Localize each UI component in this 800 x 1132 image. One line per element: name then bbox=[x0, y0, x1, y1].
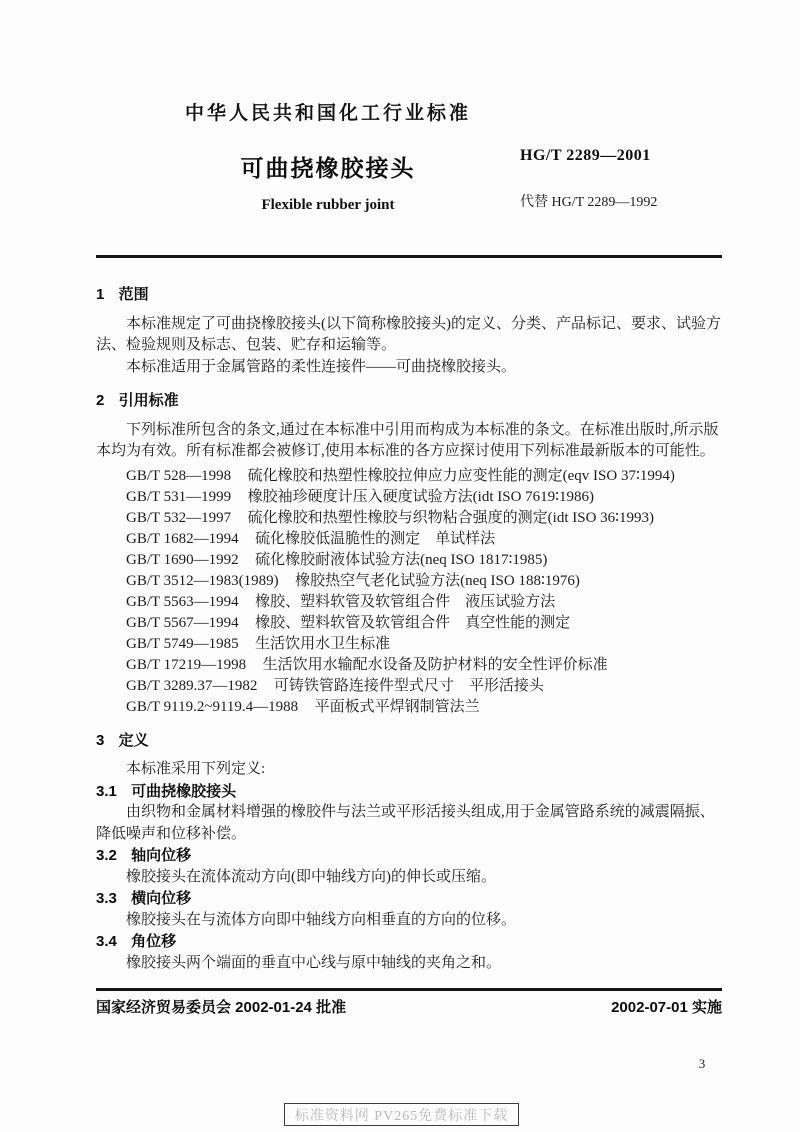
references-intro-paragraph: 下列标准所包含的条文,通过在本标准中引用而构成为本标准的条文。在标准出版时,所示版本均为有效。所有标准都会被修订,使用本标准的各方应探讨使用下列标准最新版本的可能性。 bbox=[96, 421, 719, 459]
section-number: 2 bbox=[96, 392, 105, 409]
subsection-number: 3.1 bbox=[96, 782, 117, 800]
reference-code: GB/T 528—1998 bbox=[126, 467, 232, 484]
section-title: 范围 bbox=[118, 286, 149, 303]
watermark: 标准资料网 PV265免费标准下载 bbox=[284, 1103, 519, 1126]
reference-code: GB/T 5567—1994 bbox=[126, 614, 239, 631]
subsection-title: 可曲挠橡胶接头 bbox=[131, 782, 237, 800]
reference-item bbox=[96, 571, 727, 592]
standard-category-title: 中华人民共和国化工行业标准 bbox=[184, 103, 471, 124]
reference-code: GB/T 3512—1983(1989) bbox=[126, 572, 279, 589]
reference-code: GB/T 5749—1985 bbox=[126, 635, 239, 652]
document-title: 可曲挠橡胶接头 bbox=[240, 155, 416, 181]
header-rule bbox=[96, 255, 722, 258]
reference-title: 橡胶、塑料软管及软管组合件 真空性能的测定 bbox=[255, 614, 571, 631]
reference-code: GB/T 1690—1992 bbox=[126, 551, 239, 568]
reference-title: 生活饮用水输配水设备及防护材料的安全性评价标准 bbox=[262, 656, 608, 673]
reference-title: 硫化橡胶低温脆性的测定 单试样法 bbox=[255, 530, 496, 547]
reference-item bbox=[96, 529, 727, 550]
reference-item bbox=[96, 550, 727, 571]
definition-text: 橡胶接头两个端面的垂直中心线与原中轴线的夹角之和。 bbox=[126, 954, 502, 971]
reference-title: 橡胶热空气老化试验方法(neq ISO 188∶1976) bbox=[295, 572, 580, 589]
subsection-number: 3.3 bbox=[96, 890, 117, 907]
subsection-number: 3.4 bbox=[96, 933, 117, 950]
reference-code: GB/T 5563—1994 bbox=[126, 593, 239, 610]
subsection-title: 横向位移 bbox=[131, 890, 192, 907]
reference-title: 橡胶袖珍硬度计压入硬度试验方法(idt ISO 7619∶1986) bbox=[247, 488, 595, 505]
reference-item bbox=[96, 487, 727, 508]
footer-rule bbox=[96, 988, 722, 991]
reference-title: 硫化橡胶和热塑性橡胶与织物粘合强度的测定(idt ISO 36∶1993) bbox=[247, 509, 655, 526]
section-3-heading bbox=[96, 730, 727, 752]
definitions-intro-paragraph: 本标准采用下列定义: bbox=[126, 761, 266, 777]
definition-text: 橡胶接头在流体流动方向(即中轴线方向)的伸长或压缩。 bbox=[126, 868, 496, 885]
section-2-heading bbox=[96, 390, 727, 412]
subsection-3-4-heading bbox=[96, 931, 727, 953]
reference-code: GB/T 17219—1998 bbox=[126, 656, 247, 673]
implementation-info: 2002-07-01 实施 bbox=[611, 999, 722, 1016]
subsection-3-2-heading bbox=[96, 845, 727, 867]
reference-title: 硫化橡胶和热塑性橡胶拉伸应力应变性能的测定(eqv ISO 37∶1994) bbox=[247, 467, 675, 484]
reference-item bbox=[96, 508, 727, 529]
section-title: 引用标准 bbox=[118, 392, 179, 409]
reference-code: GB/T 1682—1994 bbox=[126, 530, 239, 547]
reference-title: 可铸铁管路连接件型式尺寸 平形活接头 bbox=[273, 677, 544, 694]
section-1-heading bbox=[96, 284, 727, 306]
section-number: 1 bbox=[96, 286, 105, 303]
document-body bbox=[96, 276, 727, 974]
reference-item bbox=[96, 676, 727, 697]
subsection-3-1-heading bbox=[96, 781, 727, 803]
footer bbox=[96, 996, 722, 1017]
page-number: 3 bbox=[698, 1056, 706, 1071]
reference-list bbox=[96, 466, 727, 718]
reference-item bbox=[96, 697, 727, 718]
definition-text: 由织物和金属材料增强的橡胶件与法兰或平形活接头组成,用于金属管路系统的减震隔振、降低噪声和位移补偿。 bbox=[96, 804, 715, 842]
scope-paragraph: 本标准规定了可曲挠橡胶接头(以下简称橡胶接头)的定义、分类、产品标记、要求、试验方法、检验规则及标志、包装、贮存和运输等。 bbox=[96, 315, 721, 353]
reference-item bbox=[96, 613, 727, 634]
replaces-note: 代替 HG/T 2289—1992 bbox=[520, 195, 658, 210]
standard-code: HG/T 2289—2001 bbox=[520, 147, 651, 164]
reference-code: GB/T 532—1997 bbox=[126, 509, 232, 526]
section-number: 3 bbox=[96, 731, 105, 749]
reference-item bbox=[96, 466, 727, 487]
reference-item bbox=[96, 634, 727, 655]
reference-title: 橡胶、塑料软管及软管组合件 液压试验方法 bbox=[255, 593, 556, 610]
document-title-english: Flexible rubber joint bbox=[261, 197, 395, 213]
reference-item bbox=[96, 655, 727, 676]
reference-title: 生活饮用水卫生标准 bbox=[255, 635, 391, 652]
reference-title: 硫化橡胶耐液体试验方法(neq ISO 1817∶1985) bbox=[255, 551, 548, 568]
scope-paragraph: 本标准适用于金属管路的柔性连接件——可曲挠橡胶接头。 bbox=[126, 358, 517, 375]
definition-text: 橡胶接头在与流体方向即中轴线方向相垂直的方向的位移。 bbox=[126, 911, 517, 928]
subsection-number: 3.2 bbox=[96, 847, 117, 864]
reference-item bbox=[96, 592, 727, 613]
subsection-title: 角位移 bbox=[131, 933, 177, 950]
reference-code: GB/T 531—1999 bbox=[126, 488, 232, 505]
reference-code: GB/T 3289.37—1982 bbox=[126, 677, 258, 694]
reference-code: GB/T 9119.2~9119.4—1988 bbox=[126, 698, 299, 715]
subsection-title: 轴向位移 bbox=[131, 847, 192, 864]
section-title: 定义 bbox=[118, 731, 149, 749]
reference-title: 平面板式平焊钢制管法兰 bbox=[314, 698, 480, 715]
approval-info: 国家经济贸易委员会 2002-01-24 批准 bbox=[96, 999, 347, 1016]
subsection-3-3-heading bbox=[96, 888, 727, 910]
